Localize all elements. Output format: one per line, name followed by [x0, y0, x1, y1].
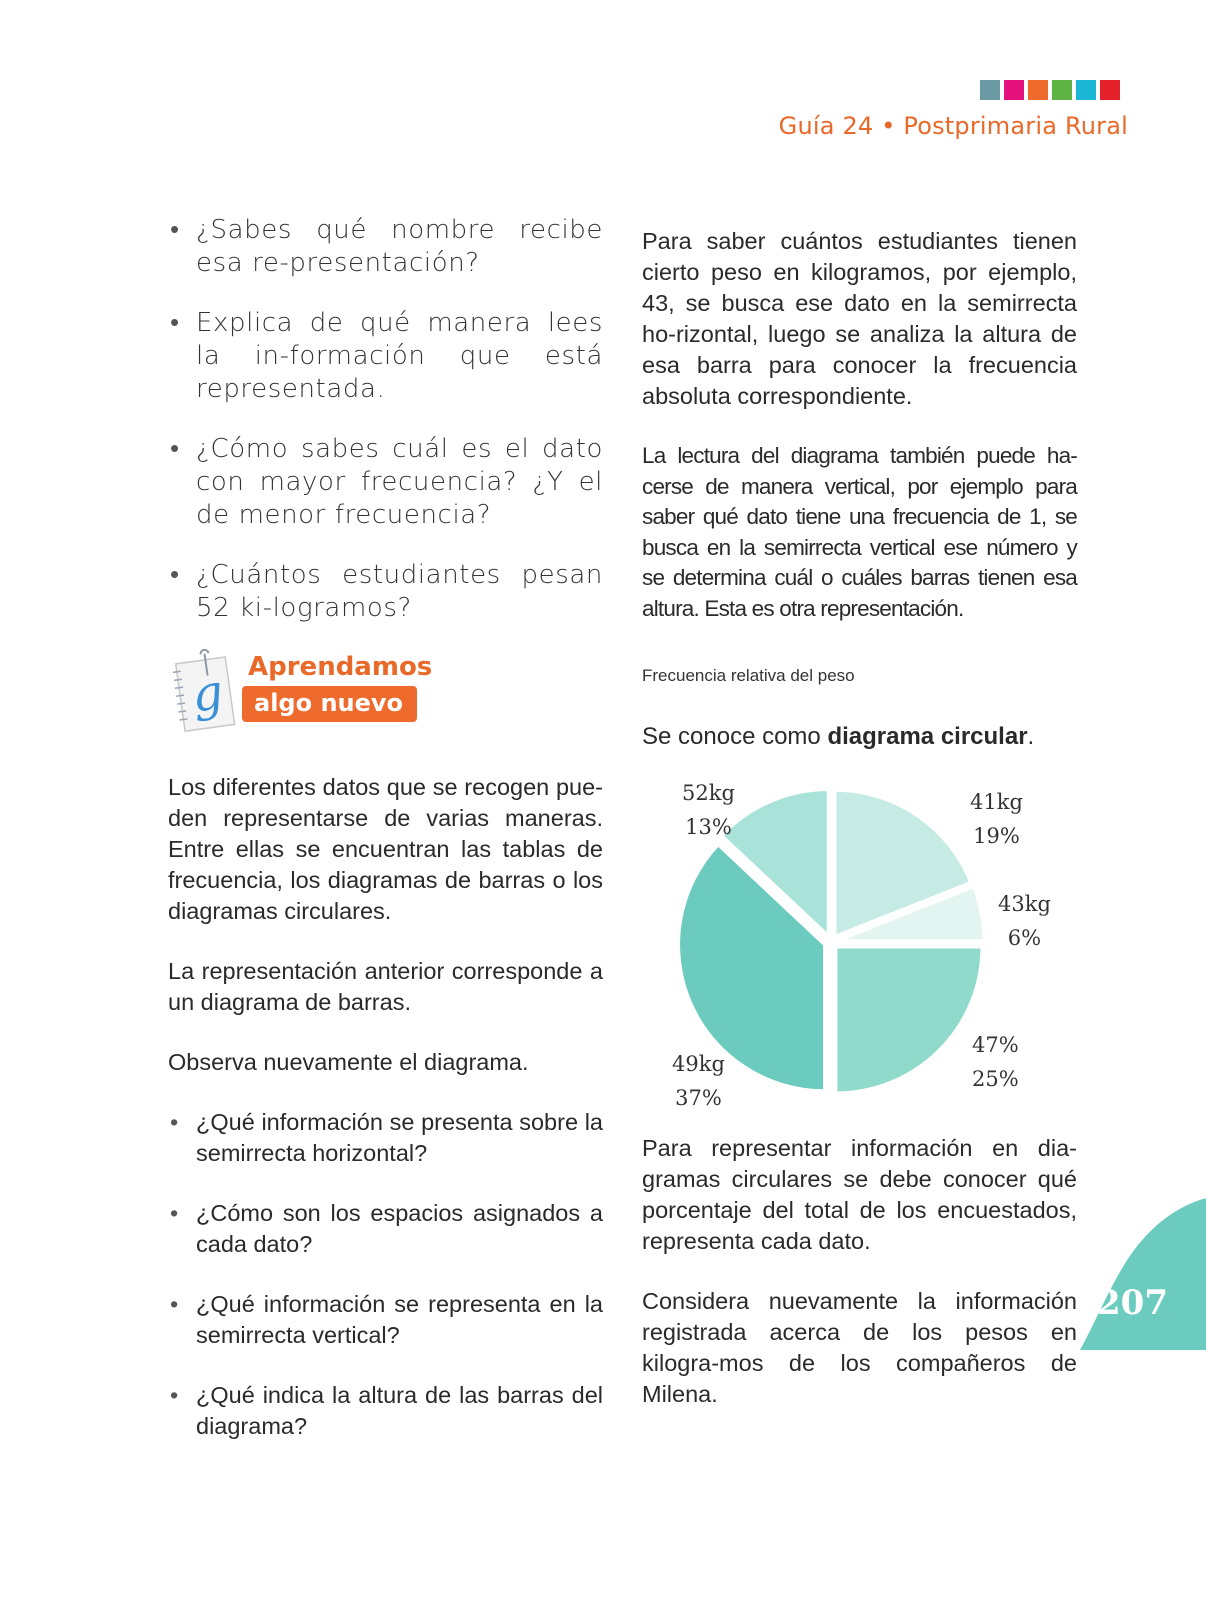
slice-label-47 — [972, 1028, 1019, 1096]
page-number-tab — [1080, 1195, 1206, 1350]
learn-title-line1: Aprendamos — [248, 652, 433, 682]
slice-name: 41kg — [970, 790, 1023, 814]
learn-title-line2: algo nuevo — [242, 686, 417, 722]
pie-slice-2 — [836, 947, 982, 1093]
paragraph: Para saber cuántos estudiantes tienen cierto peso en kilogramos, por ejemplo, 43, se busca ese dato en la semirrecta ho-rizontal, luego se analiza la altura de esa barra para conocer la frecuencia absoluta correspondiente. — [642, 228, 1077, 409]
definition-prefix: Se conoce como — [642, 723, 828, 750]
slice-percent: 13% — [685, 815, 732, 839]
definition-term: diagrama circular — [827, 723, 1028, 750]
svg-text:g: g — [188, 663, 227, 724]
slice-percent: 6% — [1007, 926, 1042, 950]
slice-percent: 37% — [675, 1086, 722, 1110]
question-item: • ¿Sabes qué nombre recibe esa re-presentación? — [168, 214, 603, 280]
slice-label-41kg — [970, 785, 1023, 853]
paragraph: Considera nuevamente la información registrada acerca de los pesos en kilogra-mos de los compañeros de Milena. — [642, 1288, 1077, 1407]
paragraph: La lectura del diagrama también puede ha-cerse de manera vertical, por ejemplo para saber qué dato tiene una frecuencia de 1, se busca en la semirrecta vertical ese número y se determina cuál o cuáles barras tienen esa altura. Esta es otra representación. — [642, 443, 1077, 621]
paragraph: Observa nuevamente el diagrama. — [168, 1049, 529, 1075]
slice-label-43kg — [998, 887, 1051, 955]
color-swatches — [980, 80, 1120, 100]
paragraph: Los diferentes datos que se recogen pue-den representarse de varias maneras. Entre ellas se encuentran las tablas de frecuencia, los diagramas de barras o los diagramas circulares. — [168, 774, 603, 924]
pie-chart — [660, 770, 1100, 1140]
question-item: • ¿Cuántos estudiantes pesan 52 ki-logramos? — [168, 559, 603, 625]
chart-caption: Frecuencia relativa del peso — [642, 666, 855, 685]
swatch — [1004, 80, 1024, 100]
page-number: 207 — [1097, 1283, 1168, 1323]
slice-name: 49kg — [672, 1052, 725, 1076]
page-header-title: Guía 24 • Postprimaria Rural — [778, 112, 1128, 140]
swatch — [980, 80, 1000, 100]
swatch — [1100, 80, 1120, 100]
swatch — [1052, 80, 1072, 100]
notebook-g-icon — [170, 648, 242, 738]
slice-percent: 25% — [972, 1067, 1019, 1091]
question-item: • Explica de qué manera lees la in-formación que está representada. — [168, 307, 603, 406]
question-item: • ¿Qué información se representa en la semirrecta vertical? — [168, 1289, 603, 1351]
slice-name: 52kg — [682, 781, 735, 805]
questions-top — [168, 214, 603, 652]
paragraph: La representación anterior corresponde a un diagrama de barras. — [168, 958, 603, 1015]
slice-label-52kg — [682, 776, 735, 844]
question-item: • ¿Qué indica la altura de las barras del diagrama? — [168, 1380, 603, 1442]
slice-name: 47% — [972, 1033, 1019, 1057]
slice-label-49kg — [672, 1047, 725, 1115]
question-item: • ¿Cómo sabes cuál es el dato con mayor frecuencia? ¿Y el de menor frecuencia? — [168, 433, 603, 532]
right-body-bottom — [642, 1133, 1077, 1439]
slice-name: 43kg — [998, 892, 1051, 916]
question-item: • ¿Cómo son los espacios asignados a cada dato? — [168, 1198, 603, 1260]
left-body — [168, 772, 603, 1471]
question-item: • ¿Qué información se presenta sobre la semirrecta horizontal? — [168, 1107, 603, 1169]
slice-percent: 19% — [973, 824, 1020, 848]
swatch — [1076, 80, 1096, 100]
learn-badge — [170, 648, 433, 738]
diagram-definition — [642, 723, 1034, 751]
swatch — [1028, 80, 1048, 100]
paragraph: Para representar información en dia-gramas circulares se debe conocer qué porcentaje del total de los encuestados, representa cada dato. — [642, 1135, 1077, 1254]
right-body-top — [642, 226, 1077, 624]
definition-suffix: . — [1027, 723, 1035, 750]
